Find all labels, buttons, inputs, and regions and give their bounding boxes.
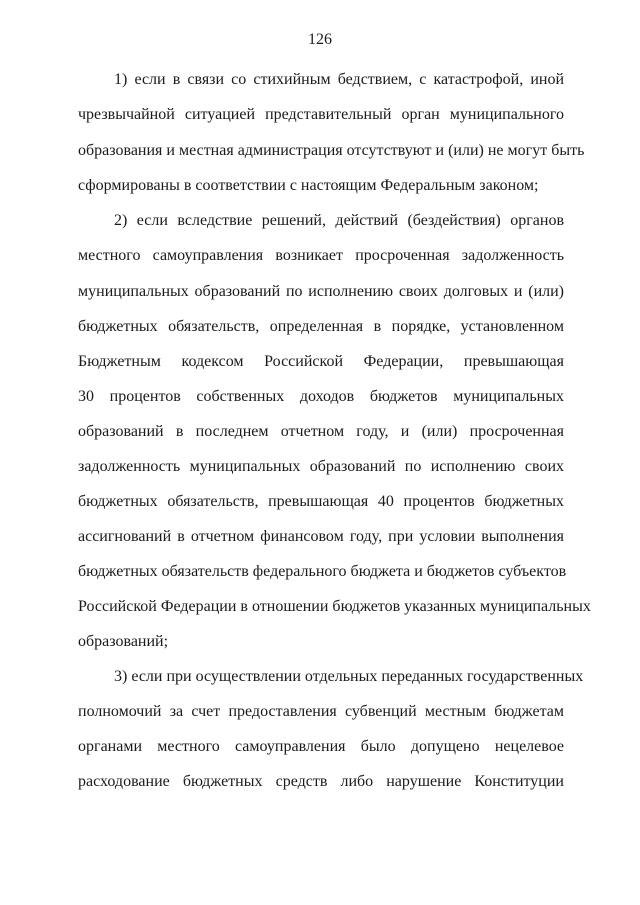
page-number: 126 bbox=[308, 31, 332, 48]
text-line: бюджетных обязательств федерального бюджета и бюджетов субъектов bbox=[78, 563, 567, 580]
text-line: 2) если вследствие решений, действий (бездействия) органов bbox=[114, 212, 564, 229]
text-line: ассигнований в отчетном финансовом году, при условии выполнения bbox=[78, 528, 564, 545]
text-line: образования и местная администрация отсутствуют и (или) не могут быть bbox=[78, 142, 585, 159]
text-line: образований; bbox=[78, 633, 169, 650]
text-line: 3) если при осуществлении отдельных переданных государственных bbox=[114, 668, 584, 685]
text-line: Бюджетным кодексом Российской Федерации, превышающая bbox=[78, 353, 564, 370]
text-line: бюджетных обязательств, определенная в порядке, установленном bbox=[78, 318, 564, 335]
text-line: 1) если в связи со стихийным бедствием, с катастрофой, иной bbox=[114, 71, 564, 88]
text-line: сформированы в соответствии с настоящим Федеральным законом; bbox=[78, 177, 539, 194]
text-line: образований в последнем отчетном году, и (или) просроченная bbox=[78, 423, 564, 440]
text-line: бюджетных обязательств, превышающая 40 процентов бюджетных bbox=[78, 493, 564, 510]
text-line: местного самоуправления возникает просроченная задолженность bbox=[78, 247, 564, 264]
text-line: 30 процентов собственных доходов бюджетов муниципальных bbox=[78, 388, 564, 405]
text-line: Российской Федерации в отношении бюджетов указанных муниципальных bbox=[78, 598, 591, 615]
text-line: чрезвычайной ситуацией представительный орган муниципального bbox=[78, 106, 564, 123]
text-line: муниципальных образований по исполнению своих долговых и (или) bbox=[78, 283, 564, 300]
text-line: полномочий за счет предоставления субвенций местным бюджетам bbox=[78, 703, 564, 720]
text-line: расходование бюджетных средств либо нарушение Конституции bbox=[78, 773, 564, 790]
text-line: органами местного самоуправления было допущено нецелевое bbox=[78, 738, 564, 755]
text-line: задолженность муниципальных образований по исполнению своих bbox=[78, 458, 564, 475]
